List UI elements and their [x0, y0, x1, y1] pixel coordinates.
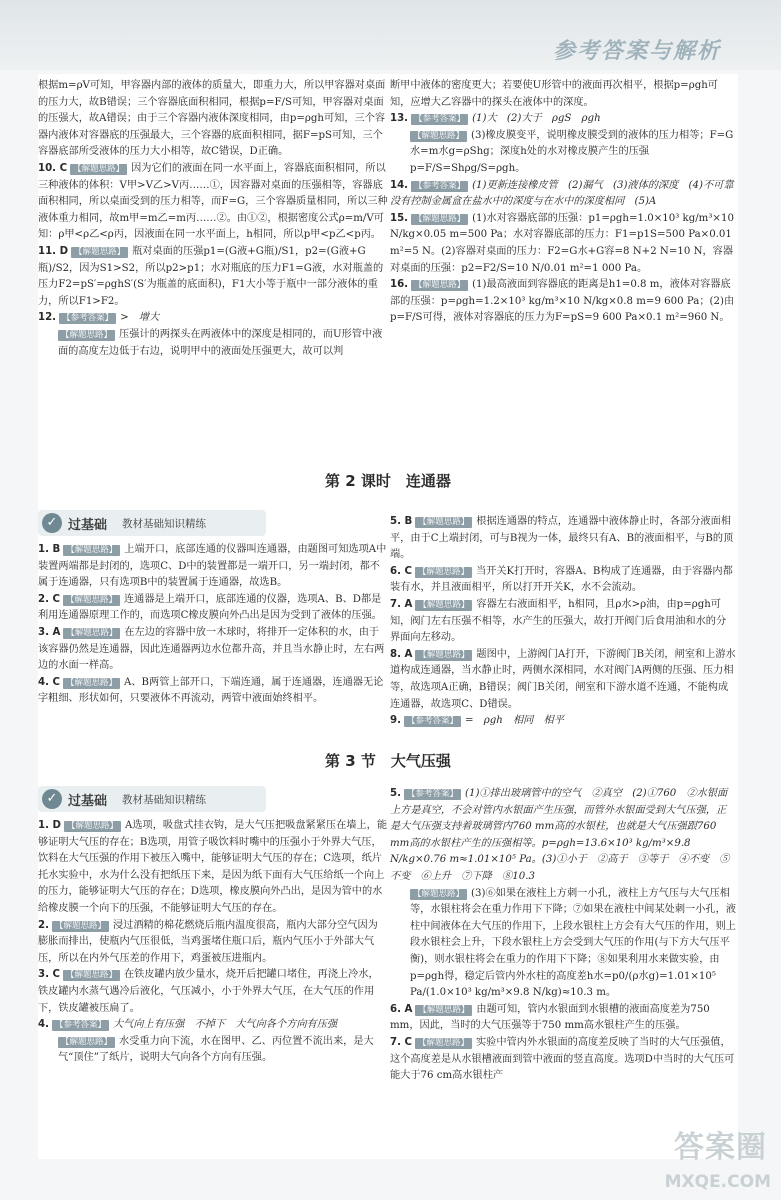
question-number: 2. C — [38, 593, 60, 605]
question-number: 16. — [390, 279, 409, 291]
answer-item — [390, 128, 736, 178]
question-number: 13. — [390, 113, 409, 125]
answer-item — [38, 327, 388, 360]
header-title: 参考答案与解析 — [552, 39, 721, 64]
answer-tag: 【解题思路】 — [63, 678, 120, 689]
answer-tag: 【解题思路】 — [411, 280, 468, 291]
question-number: 9. — [390, 715, 401, 727]
answer-text: A选项，吸盘式挂衣钩，是大气压把吸盘紧紧压在墙上，能够证明大气压的存在；B选项，用管子吸饮料时嘴中的压强小于外界大气压，饮料在大气压强的作用下被压入嘴中，能够证明大气压的存在；C选项，纸片托水实验中，水为什么没有把纸压下来，是因为纸下面有大气压给纸一个向上的压力，能够证明大气压的存在；D选项，橡皮膜向外凸出，是因为管中的水给橡皮膜一个向下的压强，不能够证明大气压的存在。 — [38, 820, 388, 914]
answer-item — [38, 592, 388, 625]
answer-item — [38, 542, 388, 592]
question-number: 3. C — [38, 969, 60, 981]
answer-item — [38, 675, 388, 708]
question-number: 1. B — [38, 544, 61, 555]
page-content — [38, 74, 744, 1159]
answer-tag: 【参考答案】 — [411, 114, 468, 125]
answer-tag: 【解题思路】 — [411, 214, 468, 225]
answer-item — [390, 78, 736, 111]
answer-item — [38, 818, 388, 918]
answer-text: 当开关K打开时，容器A、B构成了连通器，由于容器内都装有水，并且液面相平，所以打开开关K，水不会流动。 — [390, 565, 733, 594]
watermark-url: MXQE.COM — [664, 1172, 771, 1192]
answer-tag: 【解题思路】 — [63, 628, 120, 639]
question-number: 7. A — [390, 598, 413, 610]
answer-tag: 【解题思路】 — [63, 970, 120, 981]
answer-item — [390, 564, 736, 597]
answer-item — [38, 625, 388, 675]
sec3-left-column — [38, 818, 388, 1067]
section3-title: 第 3 节 大气压强 — [325, 752, 451, 770]
answer-text: 因为它们的液面在同一水平面上，容器底面积相同，所以三种液体的体积：V甲>V乙>V丙……①，因容器对桌面的压强相等，容器底面积相同，所以桌面受到的压力相等，而F=G，三个容器质量相同，所以三种液体重力相同，故m甲=m乙=m丙……②。由①②，根据密度公式ρ=m/V可知：ρ甲<ρ乙<ρ丙，因液面在同一水平面上，h相同，所以p甲<p乙<p丙。 — [38, 162, 388, 241]
answer-item — [38, 918, 388, 968]
answer-text: A、B两管上部开口，下端连通，属于连通器，连通器无论字粗细、形状如何，只要液体不再流动，两管中液面始终相平。 — [38, 676, 384, 705]
sec2-right-column — [390, 514, 736, 730]
answer-tag: 【解题思路】 — [415, 650, 472, 661]
answer-tag: 【解题思路】 — [58, 330, 115, 341]
question-number: 11. D — [38, 245, 69, 257]
watermark-logo: 答案圈 — [674, 1130, 767, 1165]
question-number: 8. A — [390, 648, 413, 660]
sec1-right-column — [390, 78, 744, 327]
question-number: 12. — [38, 312, 57, 324]
answer-tag: 【解题思路】 — [70, 164, 127, 175]
question-number: 14. — [390, 179, 409, 191]
answer-text: 水受重力向下流，水在图甲、乙、丙位置不流出来，是大气“顶住”了纸片，说明大气向各个方向有压强。 — [58, 1035, 374, 1064]
banner-basic-2 — [38, 786, 266, 812]
banner-main: 过基础 — [68, 518, 108, 533]
answer-text: (1)大 (2)大于 ρgS ρgh — [472, 113, 601, 125]
answer-text: 实验中管内外水银面的高度差反映了当时的大气压强值，这个高度差是从水银槽液面到管中液面的竖直高度。选项D中当时的大气压可能大于76 cm高水银柱产 — [390, 1036, 735, 1082]
answer-text: (1)最高液面到容器底的距离是h1=0.8 m，液体对容器底部的压强：p=ρgh=1.2×10³ kg/m³×10 N/kg×0.8 m=9 600 Pa；(2)由p=F/S可得，液体对容器底的压力为F=pS=9 600 Pa×0.1 m²=960 N。 — [390, 279, 735, 324]
answer-text: (1)水对容器底部的压强：p1=ρgh=1.0×10³ kg/m³×10 N/kg×0.05 m=500 Pa；水对容器底部的压力：F1=p1S=500 Pa×0.01 m²=5 N。(2)容器对桌面的压力：F2=G水+G容=8 N+2 N=10 N，容器对桌面的压强：p2=F2/S=10 N/0.01 m²=1 000 Pa。 — [390, 212, 734, 274]
answer-item — [390, 713, 736, 730]
answer-item — [390, 786, 736, 886]
answer-item — [390, 277, 736, 327]
answer-item — [390, 1035, 736, 1085]
answer-item — [38, 161, 388, 244]
question-number: 3. A — [38, 626, 61, 638]
answer-text: 在左边的容器中放一木球时，将排开一定体积的水，由于该容器仍然是连通器，因此连通器两边水位都升高，并且当水静止时，左右两边的水面一样高。 — [38, 626, 385, 672]
answer-text: 容器左右液面相平，h相同，且ρ水>ρ油，由p=ρgh可知，阀门左右压强不相等，水产生的压强大，故打开阀门后食用油和水的分界面向左移动。 — [390, 598, 727, 644]
answer-text: (3)橡皮膜变平，说明橡皮膜受到的液体的压力相等；F=G水=m水g=ρShg；深度h处的水对橡皮膜产生的压强p=F/S=Shρg/S=ρgh。 — [410, 129, 734, 174]
question-number: 1. D — [38, 820, 61, 831]
answer-text: 在铁皮罐内放少量水，烧开后把罐口堵住，再浇上冷水，铁皮罐内水蒸气遇冷后液化，气压减小，小于外界大气压，在大气压的作用下，铁皮罐被压扁了。 — [38, 969, 379, 1014]
answer-item — [390, 1002, 736, 1035]
question-number: 5. — [390, 788, 401, 799]
question-number: 15. — [390, 212, 409, 224]
banner-sub: 教材基础知识精练 — [122, 518, 206, 530]
question-number: 6. C — [390, 565, 412, 577]
question-number: 10. C — [38, 162, 68, 174]
answer-item — [390, 514, 736, 564]
answer-text: (1)更新连接橡皮管 (2)漏气 (3)液体的深度 (4)不可靠 没有控制金属盒在盐水中的深度与在水中的深度相同 (5)A — [390, 179, 744, 208]
answer-text: > 增大 — [120, 312, 160, 324]
answer-text: 由题可知，管内水银面到水银槽的液面高度差为750 mm，因此，当时的大气压强等于750 mm高水银柱产生的压强。 — [390, 1003, 710, 1032]
answer-tag: 【参考答案】 — [411, 181, 468, 192]
answer-item — [38, 1017, 388, 1034]
answer-tag: 【解题思路】 — [58, 1037, 115, 1048]
answer-text: 大气向上有压强 不掉下 大气向各个方向有压强 — [112, 1019, 338, 1031]
answer-tag: 【解题思路】 — [415, 1005, 472, 1016]
answer-tag: 【解题思路】 — [63, 545, 120, 556]
check-icon: ✓ — [42, 513, 62, 533]
sec2-left-column — [38, 542, 388, 708]
answer-tag: 【解题思路】 — [410, 889, 467, 900]
question-number: 6. A — [390, 1003, 413, 1015]
answer-item — [38, 967, 388, 1017]
answer-item — [390, 647, 736, 713]
question-number: 4. — [38, 1019, 49, 1031]
answer-text: 断甲中液体的密度更大；若要使U形管中的液面再次相平，根据p=ρgh可知，应增大乙容器中的探头在液体中的深度。 — [390, 80, 718, 108]
answer-text: 上端开口，底部连通的仪器叫连通器，由题图可知选项A中装置两端都是封闭的，选项C、D中的装置都是一端开口，另一端封闭，都不属于连通器，只有选项B中的装置属于连通器，故选B。 — [38, 544, 387, 589]
answer-item — [390, 886, 736, 1002]
answer-tag: 【参考答案】 — [404, 789, 461, 800]
answer-tag: 【参考答案】 — [404, 716, 461, 727]
lesson2-title: 第 2 课时 连通器 — [325, 472, 451, 490]
answer-text: 压强计的两探头在两液体中的深度是相同的，而U形管中液面的高度左边低于右边，说明甲中的液面处压强更大，故可以判 — [58, 328, 383, 357]
answer-text: 题图中，上游阀门A打开，下游阀门B关闭，闸室和上游水道构成连通器，当水静止时，两侧水深相同，水对阀门A两侧的压强、压力相等，故选项A正确，B错误；阀门B关闭，闸室和下游水道不连通，不能构成连通器，故选项C、D错误。 — [390, 648, 736, 710]
answer-item — [38, 310, 388, 327]
answer-tag: 【解题思路】 — [52, 921, 109, 932]
answer-tag: 【解题思路】 — [415, 517, 472, 528]
banner-basic-1 — [38, 510, 266, 536]
answer-text: = ρgh 相同 相平 — [464, 715, 564, 727]
answer-text: (1)①排出玻璃管中的空气 ②真空 (2)①760 ②水银面上方是真空，不会对管内水银面产生压强，而管外水银面受到大气压强，正是大气压强支持着玻璃管内760 mm高的水银柱，也就是大气压强跟760 mm高的水银柱产生的压强相等。p=ρgh=13.6×10³ kg/m³×9.8 N/kg×0.76 m≈1.01×10⁵ Pa。(3)①小于 ②高于 ③等于 ④不变 ⑤不变 ⑥上升 ⑦下降 ⑧10.3 — [390, 788, 730, 882]
answer-item — [390, 178, 744, 211]
answer-text: 根据m=ρV可知，甲容器内部的液体的质量大，即重力大，所以甲容器对桌面的压力大，故B错误；三个容器底面积相同，根据p=F/S可知，甲容器对桌面的压强大，故A错误；由于三个容器内液体深度相同，由p=ρgh可知，三个容器内液体对容器底的压强最大，三个容器的底面积相同，据F=pS可知，三个容器底部所受液体的压力大小相等，故C错误，D正确。 — [38, 80, 386, 158]
check-icon: ✓ — [42, 789, 62, 809]
sec3-right-column — [390, 786, 736, 1085]
answer-tag: 【解题思路】 — [415, 567, 472, 578]
answer-item — [38, 1034, 388, 1067]
question-number: 7. C — [390, 1036, 412, 1048]
question-number: 4. C — [38, 676, 60, 688]
answer-item — [390, 597, 736, 647]
banner-main: 过基础 — [68, 794, 108, 809]
answer-text: 浸过酒精的棉花燃烧后瓶内温度很高，瓶内大部分空气因为膨胀而排出，使瓶内气压很低，当鸡蛋堵住瓶口后，瓶内气压小于外部大气压，所以在内外气压差的作用下，鸡蛋被压进瓶内。 — [38, 919, 378, 964]
answer-tag: 【解题思路】 — [64, 821, 121, 832]
answer-text: 瓶对桌面的压强p1=(G液+G瓶)/S1，p2=(G液+G瓶)/S2，因为S1>S2，所以p2>p1；水对瓶底的压力F1=G液，水对瓶盖的压力F2=pS′=ρghS′(S′为瓶盖的底面积)，F1大小等于瓶中一部分液体的重力，所以F1>F2。 — [38, 245, 384, 307]
answer-tag: 【解题思路】 — [71, 247, 128, 258]
banner-sub: 教材基础知识精练 — [122, 794, 206, 806]
answer-tag: 【参考答案】 — [59, 313, 116, 324]
answer-item — [38, 78, 388, 161]
answer-tag: 【解题思路】 — [63, 595, 120, 606]
question-number: 2. — [38, 919, 49, 931]
answer-text: 连通器是上端开口，底部连通的仪器，选项A、B、D都是利用连通器原理工作的，而选项C橡皮膜向外凸出是因为受到了液体的压强。 — [38, 593, 382, 622]
answer-tag: 【参考答案】 — [52, 1020, 109, 1031]
answer-tag: 【解题思路】 — [410, 131, 467, 142]
answer-item — [390, 211, 736, 277]
answer-text: 根据连通器的特点，连通器中液体静止时，各部分液面相平，由于C上端封闭，可与B视为一体，最终只有A、B的液面相平，与B的顶端。 — [390, 516, 734, 561]
answer-tag: 【解题思路】 — [415, 600, 472, 611]
answer-item — [38, 244, 388, 310]
sec1-left-column — [38, 78, 388, 360]
answer-tag: 【解题思路】 — [415, 1038, 472, 1049]
answer-item — [390, 111, 736, 128]
question-number: 5. B — [390, 516, 413, 527]
answer-text: (3)⑥如果在液柱上方刺一小孔，液柱上方气压与大气压相等，水银柱将会在重力作用下下降；⑦如果在液柱中间某处刺一小孔，液柱中间液体在大气压的作用下，上段水银柱上方会有大气压的作用，则上段水银柱会上升，下段水银柱上方会受到大气压的作用(与下方大气压平衡)，则水银柱将会在重力的作用下下降；⑧如果利用水来做实验，由p=ρgh得，稳定后管内外水柱的高度差h水=p0/(ρ水g)=1.01×10⁵ Pa/(1.0×10³ kg/m³×9.8 N/kg)≈10.3 m。 — [410, 887, 736, 999]
